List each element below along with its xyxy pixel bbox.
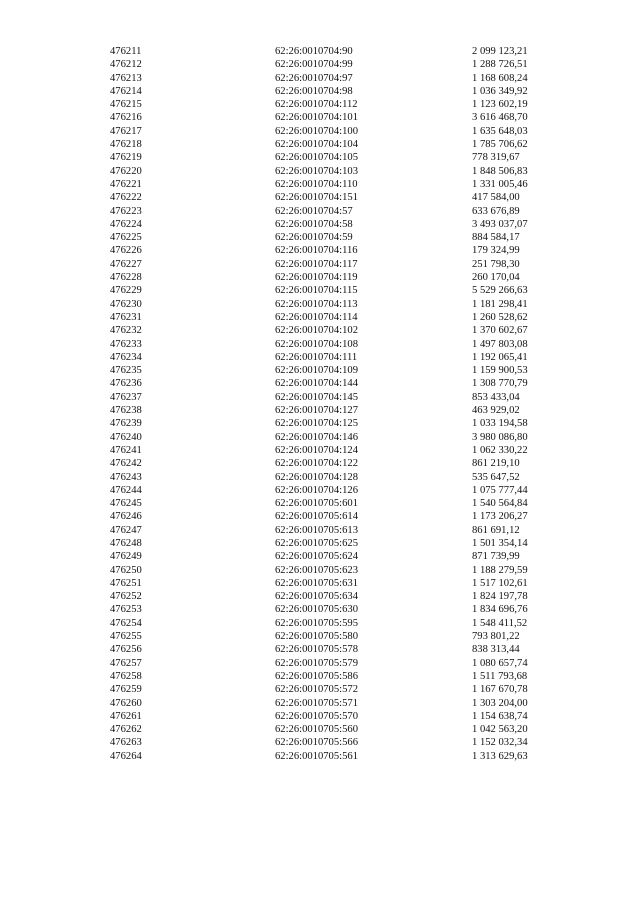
cadastral-number: 62:26:0010704:100 [275, 125, 358, 137]
cadastral-value: 884 584,17 [472, 232, 520, 244]
row-number: 476260 [110, 697, 142, 709]
cadastral-number: 62:26:0010704:108 [275, 338, 358, 350]
cadastral-value: 1 331 005,46 [472, 178, 528, 190]
table-row [0, 311, 640, 324]
cadastral-value: 3 980 086,80 [472, 431, 528, 443]
cadastral-number: 62:26:0010704:99 [275, 59, 353, 71]
cadastral-value: 793 801,22 [472, 631, 520, 643]
table-row [0, 417, 640, 430]
row-number: 476223 [110, 205, 142, 217]
table-row [0, 657, 640, 670]
cadastral-number: 62:26:0010704:122 [275, 458, 358, 470]
cadastral-value: 1 181 298,41 [472, 298, 528, 310]
row-number: 476258 [110, 670, 142, 682]
cadastral-number: 62:26:0010704:125 [275, 418, 358, 430]
cadastral-value: 1 033 194,58 [472, 418, 528, 430]
row-number: 476259 [110, 684, 142, 696]
table-row [0, 750, 640, 763]
table-row [0, 191, 640, 204]
row-number: 476228 [110, 272, 142, 284]
cadastral-value: 1 062 330,22 [472, 444, 528, 456]
table-row [0, 670, 640, 683]
cadastral-value: 1 173 206,27 [472, 511, 528, 523]
row-number: 476263 [110, 737, 142, 749]
table-row [0, 710, 640, 723]
cadastral-number: 62:26:0010704:111 [275, 351, 358, 363]
row-number: 476250 [110, 564, 142, 576]
cadastral-value: 1 540 564,84 [472, 498, 528, 510]
table-row [0, 338, 640, 351]
table-row [0, 284, 640, 297]
table-row [0, 471, 640, 484]
table-row [0, 324, 640, 337]
row-number: 476233 [110, 338, 142, 350]
row-number: 476218 [110, 139, 142, 151]
table-row [0, 723, 640, 736]
cadastral-number: 62:26:0010704:59 [275, 232, 353, 244]
table-row [0, 364, 640, 377]
table-row [0, 697, 640, 710]
cadastral-number: 62:26:0010704:104 [275, 139, 358, 151]
row-number: 476217 [110, 125, 142, 137]
table-row [0, 617, 640, 630]
cadastral-value-table [0, 45, 640, 763]
row-number: 476249 [110, 551, 142, 563]
cadastral-value: 1 497 803,08 [472, 338, 528, 350]
table-row [0, 510, 640, 523]
table-row [0, 603, 640, 616]
row-number: 476214 [110, 85, 142, 97]
table-row [0, 524, 640, 537]
cadastral-value: 1 848 506,83 [472, 165, 528, 177]
cadastral-number: 62:26:0010705:631 [275, 577, 358, 589]
table-row [0, 564, 640, 577]
table-row [0, 351, 640, 364]
cadastral-number: 62:26:0010704:58 [275, 218, 353, 230]
table-row [0, 630, 640, 643]
cadastral-value: 838 313,44 [472, 644, 520, 656]
cadastral-number: 62:26:0010704:115 [275, 285, 358, 297]
cadastral-number: 62:26:0010705:580 [275, 631, 358, 643]
cadastral-number: 62:26:0010704:114 [275, 311, 358, 323]
row-number: 476235 [110, 365, 142, 377]
cadastral-value: 1 313 629,63 [472, 750, 528, 762]
row-number: 476216 [110, 112, 142, 124]
cadastral-number: 62:26:0010705:625 [275, 537, 358, 549]
row-number: 476226 [110, 245, 142, 257]
cadastral-number: 62:26:0010705:613 [275, 524, 358, 536]
cadastral-value: 179 324,99 [472, 245, 520, 257]
table-row [0, 72, 640, 85]
table-row [0, 457, 640, 470]
row-number: 476236 [110, 378, 142, 390]
cadastral-value: 1 288 726,51 [472, 59, 528, 71]
table-row [0, 391, 640, 404]
row-number: 476240 [110, 431, 142, 443]
cadastral-value: 1 260 528,62 [472, 311, 528, 323]
table-row [0, 58, 640, 71]
cadastral-value: 1 188 279,59 [472, 564, 528, 576]
cadastral-number: 62:26:0010704:97 [275, 72, 353, 84]
table-row [0, 231, 640, 244]
cadastral-number: 62:26:0010705:623 [275, 564, 358, 576]
cadastral-value: 1 548 411,52 [472, 617, 528, 629]
cadastral-number: 62:26:0010705:630 [275, 604, 358, 616]
row-number: 476215 [110, 99, 142, 111]
table-row [0, 550, 640, 563]
cadastral-number: 62:26:0010705:571 [275, 697, 358, 709]
cadastral-value: 1 167 670,78 [472, 684, 528, 696]
row-number: 476239 [110, 418, 142, 430]
cadastral-number: 62:26:0010704:105 [275, 152, 358, 164]
cadastral-value: 1 159 900,53 [472, 365, 528, 377]
cadastral-value: 1 080 657,74 [472, 657, 528, 669]
cadastral-value: 1 123 602,19 [472, 99, 528, 111]
table-row [0, 590, 640, 603]
cadastral-number: 62:26:0010704:101 [275, 112, 358, 124]
cadastral-number: 62:26:0010705:614 [275, 511, 358, 523]
cadastral-value: 861 219,10 [472, 458, 520, 470]
cadastral-number: 62:26:0010704:103 [275, 165, 358, 177]
table-row [0, 643, 640, 656]
cadastral-value: 1 042 563,20 [472, 724, 528, 736]
cadastral-number: 62:26:0010704:144 [275, 378, 358, 390]
row-number: 476222 [110, 192, 142, 204]
cadastral-value: 871 739,99 [472, 551, 520, 563]
cadastral-number: 62:26:0010704:151 [275, 192, 358, 204]
table-row [0, 497, 640, 510]
cadastral-value: 1 834 696,76 [472, 604, 528, 616]
cadastral-number: 62:26:0010704:117 [275, 258, 358, 270]
cadastral-value: 535 647,52 [472, 471, 520, 483]
cadastral-value: 5 529 266,63 [472, 285, 528, 297]
cadastral-value: 1 308 770,79 [472, 378, 528, 390]
cadastral-value: 1 075 777,44 [472, 484, 528, 496]
row-number: 476220 [110, 165, 142, 177]
cadastral-value: 3 616 468,70 [472, 112, 528, 124]
cadastral-number: 62:26:0010704:57 [275, 205, 353, 217]
table-row [0, 111, 640, 124]
cadastral-value: 1 501 354,14 [472, 537, 528, 549]
cadastral-number: 62:26:0010704:109 [275, 365, 358, 377]
cadastral-number: 62:26:0010704:128 [275, 471, 358, 483]
row-number: 476262 [110, 724, 142, 736]
cadastral-value: 1 168 608,24 [472, 72, 528, 84]
row-number: 476256 [110, 644, 142, 656]
table-row [0, 444, 640, 457]
table-row [0, 404, 640, 417]
table-row [0, 484, 640, 497]
cadastral-number: 62:26:0010705:560 [275, 724, 358, 736]
cadastral-number: 62:26:0010704:110 [275, 178, 358, 190]
row-number: 476230 [110, 298, 142, 310]
table-row [0, 577, 640, 590]
cadastral-value: 853 433,04 [472, 391, 520, 403]
cadastral-number: 62:26:0010705:601 [275, 498, 358, 510]
cadastral-value: 633 676,89 [472, 205, 520, 217]
cadastral-value: 260 170,04 [472, 272, 520, 284]
cadastral-number: 62:26:0010704:146 [275, 431, 358, 443]
cadastral-number: 62:26:0010705:634 [275, 591, 358, 603]
cadastral-number: 62:26:0010704:124 [275, 444, 358, 456]
cadastral-number: 62:26:0010704:127 [275, 405, 358, 417]
row-number: 476212 [110, 59, 142, 71]
cadastral-value: 1 785 706,62 [472, 139, 528, 151]
row-number: 476229 [110, 285, 142, 297]
cadastral-value: 463 929,02 [472, 405, 520, 417]
row-number: 476254 [110, 617, 142, 629]
table-row [0, 431, 640, 444]
row-number: 476257 [110, 657, 142, 669]
row-number: 476219 [110, 152, 142, 164]
table-row [0, 98, 640, 111]
row-number: 476243 [110, 471, 142, 483]
row-number: 476224 [110, 218, 142, 230]
row-number: 476213 [110, 72, 142, 84]
row-number: 476255 [110, 631, 142, 643]
cadastral-number: 62:26:0010705:595 [275, 617, 358, 629]
table-row [0, 218, 640, 231]
cadastral-number: 62:26:0010705:572 [275, 684, 358, 696]
row-number: 476237 [110, 391, 142, 403]
cadastral-value: 1 517 102,61 [472, 577, 528, 589]
row-number: 476251 [110, 577, 142, 589]
table-row [0, 683, 640, 696]
cadastral-value: 1 192 065,41 [472, 351, 528, 363]
cadastral-number: 62:26:0010705:561 [275, 750, 358, 762]
cadastral-number: 62:26:0010705:578 [275, 644, 358, 656]
table-row [0, 258, 640, 271]
cadastral-value: 1 824 197,78 [472, 591, 528, 603]
cadastral-number: 62:26:0010705:570 [275, 710, 358, 722]
cadastral-number: 62:26:0010704:102 [275, 325, 358, 337]
table-row [0, 138, 640, 151]
row-number: 476225 [110, 232, 142, 244]
row-number: 476261 [110, 710, 142, 722]
table-row [0, 244, 640, 257]
row-number: 476245 [110, 498, 142, 510]
table-row [0, 537, 640, 550]
cadastral-value: 1 036 349,92 [472, 85, 528, 97]
row-number: 476248 [110, 537, 142, 549]
row-number: 476232 [110, 325, 142, 337]
cadastral-number: 62:26:0010704:113 [275, 298, 358, 310]
row-number: 476221 [110, 178, 142, 190]
cadastral-number: 62:26:0010704:145 [275, 391, 358, 403]
row-number: 476231 [110, 311, 142, 323]
cadastral-number: 62:26:0010705:586 [275, 670, 358, 682]
cadastral-value: 3 493 037,07 [472, 218, 528, 230]
table-row [0, 45, 640, 58]
row-number: 476244 [110, 484, 142, 496]
cadastral-value: 778 319,67 [472, 152, 520, 164]
cadastral-number: 62:26:0010704:90 [275, 46, 353, 57]
cadastral-value: 2 099 123,21 [472, 46, 528, 57]
cadastral-number: 62:26:0010704:119 [275, 272, 358, 284]
row-number: 476242 [110, 458, 142, 470]
table-row [0, 298, 640, 311]
row-number: 476252 [110, 591, 142, 603]
cadastral-number: 62:26:0010705:624 [275, 551, 358, 563]
cadastral-value: 251 798,30 [472, 258, 520, 270]
row-number: 476211 [110, 46, 142, 57]
row-number: 476234 [110, 351, 142, 363]
cadastral-number: 62:26:0010704:116 [275, 245, 358, 257]
cadastral-value: 1 154 638,74 [472, 710, 528, 722]
table-row [0, 125, 640, 138]
cadastral-number: 62:26:0010705:579 [275, 657, 358, 669]
table-row [0, 271, 640, 284]
table-row [0, 85, 640, 98]
row-number: 476264 [110, 750, 142, 762]
row-number: 476253 [110, 604, 142, 616]
table-row [0, 205, 640, 218]
table-row [0, 178, 640, 191]
row-number: 476241 [110, 444, 142, 456]
cadastral-value: 1 370 602,67 [472, 325, 528, 337]
cadastral-value: 1 635 648,03 [472, 125, 528, 137]
cadastral-value: 861 691,12 [472, 524, 520, 536]
cadastral-number: 62:26:0010704:98 [275, 85, 353, 97]
row-number: 476227 [110, 258, 142, 270]
cadastral-number: 62:26:0010704:126 [275, 484, 358, 496]
row-number: 476246 [110, 511, 142, 523]
cadastral-number: 62:26:0010704:112 [275, 99, 358, 111]
cadastral-value: 417 584,00 [472, 192, 520, 204]
table-row [0, 165, 640, 178]
row-number: 476238 [110, 405, 142, 417]
row-number: 476247 [110, 524, 142, 536]
table-row [0, 377, 640, 390]
cadastral-value: 1 511 793,68 [472, 670, 528, 682]
cadastral-value: 1 303 204,00 [472, 697, 528, 709]
table-row [0, 151, 640, 164]
cadastral-number: 62:26:0010705:566 [275, 737, 358, 749]
table-row [0, 736, 640, 749]
cadastral-value: 1 152 032,34 [472, 737, 528, 749]
